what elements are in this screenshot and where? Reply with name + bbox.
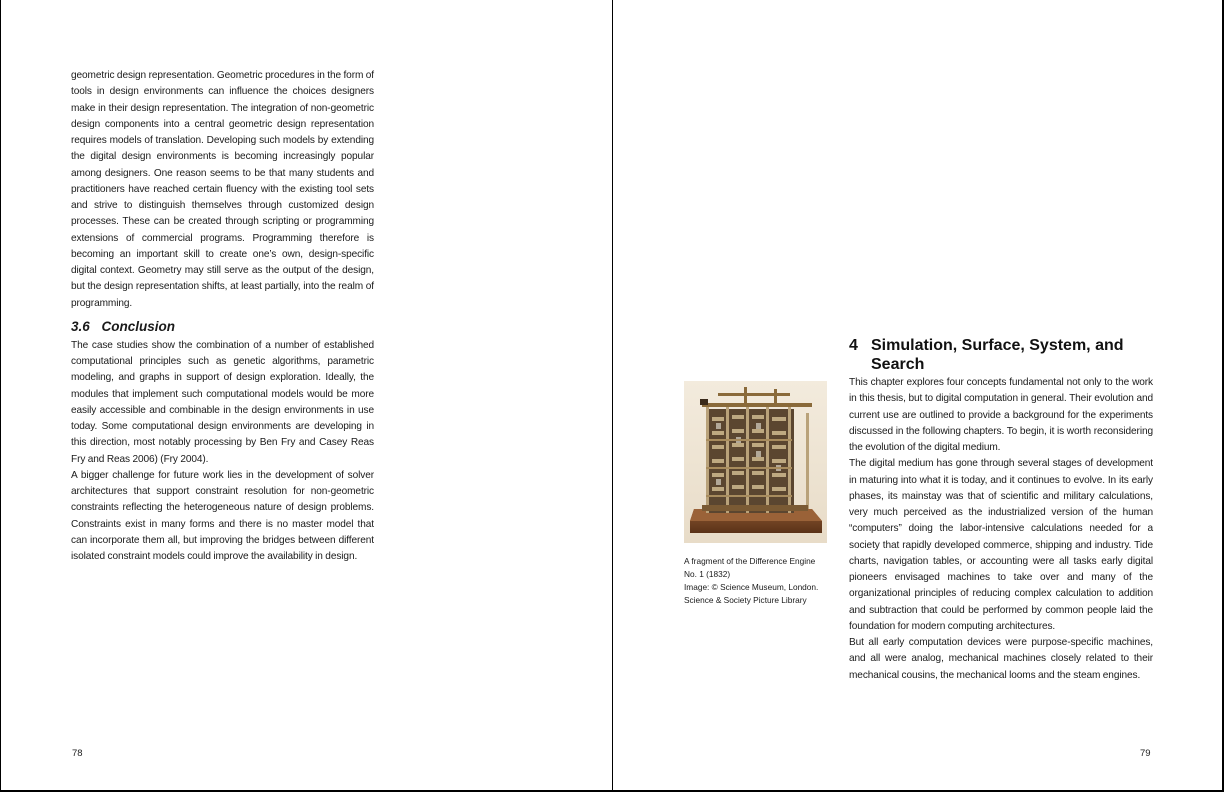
paragraph: The case studies show the combination of a number of established computational principles such as genetic algorithms, parametric modeling, and graphs in support of design exploration. Ideally, the modules that implement such computational models would be more easily accessible and combinable in the design environments in use today. Some computational design environments are developing in this direction, most notably processing by Ben Fry and Casey Reas Fry and Reas 2006) (Fry 2004). xyxy=(71,339,374,465)
section-title: Conclusion xyxy=(101,318,176,334)
page-78 xyxy=(1,0,612,790)
caption-line: Science & Society Picture Library xyxy=(684,595,807,605)
paragraph: This chapter explores four concepts fundamental not only to the work in this thesis, but to digital computation in general. Their evolution and current use are outlined to provide a background for the experiments discussed in the following chapters. To begin, it is worth reconsidering the evolution of the digital medium. xyxy=(849,377,1153,453)
right-text-column xyxy=(849,336,1153,684)
section-number: 3.6 xyxy=(71,318,90,334)
figure xyxy=(684,381,827,607)
caption-line: Image: © Science Museum, London. xyxy=(684,582,819,592)
difference-engine-illustration xyxy=(684,381,827,543)
paragraph: But all early computation devices were purpose-specific machines, and all were analog, mechanical machines closely related to their mechanical cousins, the mechanical looms and the steam engines. xyxy=(849,637,1153,681)
difference-engine-photo xyxy=(684,381,827,543)
chapter-heading xyxy=(849,336,1153,374)
paragraph: A bigger challenge for future work lies in the development of solver architectures that support constraint resolution for non-geometric constraints reflecting the heterogeneous nature of design problems. Constraints exist in many forms and there is no master model that can incorporate them all, but improving the bridges between different isolated constraint models could improve the availability in design. xyxy=(71,469,374,562)
caption-line: A fragment of the Difference Engine xyxy=(684,556,816,566)
chapter-number: 4 xyxy=(849,337,858,354)
section-heading xyxy=(71,318,374,336)
page-number: 79 xyxy=(1140,748,1151,759)
left-text-column xyxy=(71,68,374,565)
caption-line: No. 1 (1832) xyxy=(684,569,731,579)
paragraph: The digital medium has gone through several stages of development in maturing into what it is today, and it continues to evolve. In its early phases, its mainstay was that of scientific and military calculations, very much perceived as the industrialized version of the human “computers” doing the labor-intensive calculations needed for a society that rapidly developed commerce, shipping and industry. Tide charts, navigation tables, or accounting were all tasks early digital pioneers envisaged machines to take over and many of the organizational principles of reducing complex calculation to addition and subtraction that could be performed by common people laid the foundation for modern computing architectures. xyxy=(849,458,1153,632)
paragraph: geometric design representation. Geometric procedures in the form of tools in design environments can influence the choices designers make in their design representation. The integration of non-geometric design components into a central geometric design representation requires models of translation. Developing such models by extending the digital design environments is becoming increasingly popular among designers. One reason seems to be that many students and practitioners have reached certain fluency with the existing tool sets and strive to distinguish themselves through customized design processes. These can be created through scripting or programming extensions of commercial programs. Programming therefore is becoming an important skill to create one’s own, design-specific digital context. Geometry may still serve as the output of the design, but the design representation shifts, at least partially, into the realm of programming. xyxy=(71,70,374,309)
page-79 xyxy=(613,0,1222,790)
chapter-title: Simulation, Surface, System, and Search xyxy=(871,337,1124,373)
figure-caption xyxy=(684,555,827,607)
page-number: 78 xyxy=(72,748,83,759)
